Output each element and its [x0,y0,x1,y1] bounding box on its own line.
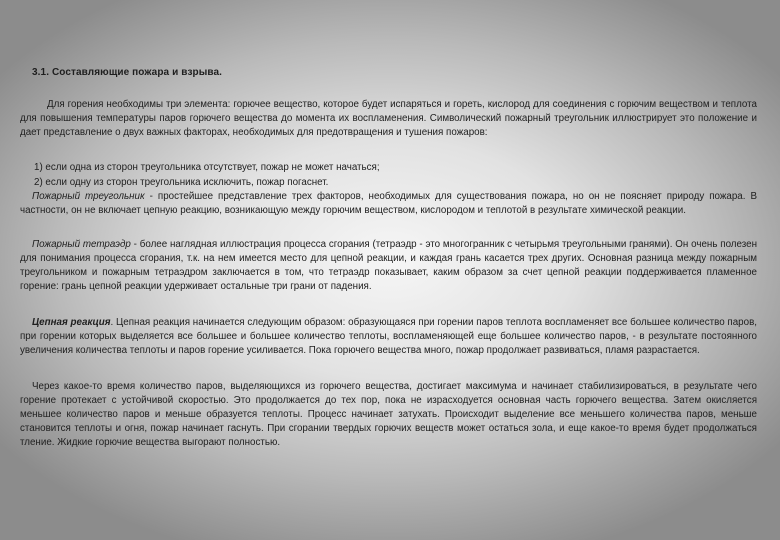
fire-triangle-text: - простейшее представление трех факторов, необходимых для существования пожара, но он не поясняет природу пожара. В частности, он не включает цепную реакцию, возникающую между горючим веществом, кислородом и теплотой в результате химической реакции. [20,191,758,216]
list-item-1: 1) если одна из сторон треугольника отсутствует, пожар не может начаться; [34,162,380,173]
document-page [20,0,757,540]
fire-tetrahedron-text: - более наглядная иллюстрация процесса сгорания (тетраэдр - это многогранник с четырьмя треугольными гранями). Он очень полезен для понимания процесса сгорания, т.к. на нем имеется место для цепной реакции, и каждая грань касается трех других. Основная разница между пожарным треугольником и пожарным тетраэдром заключается в том, что тетраэдр показывает, каким образом за счет цепной реакции поддерживается пламенное горение: грань цепной реакции удерживает остальные три грани от падения. [20,239,757,292]
fire-triangle-paragraph [20,190,757,218]
burnout-paragraph: Через какое-то время количество паров, выделяющихся из горючего вещества, достигает максимума и начинает стабилизироваться, в результате чего горение протекает с устойчивой скоростью. Это продолжается до тех пор, пока не израсходуется основная часть горючего вещества. Затем окисляется меньшее количество паров и меньше образуется теплоты. Процесс начинает затухать. Происходит выделение все меньшего количества паров, меньше становится теплоты и огня, пожар начинает гаснуть. При сгорании твердых горючих веществ может остаться зола, и еще какое-то время будет продолжаться тление. Жидкие горючие вещества выгорают полностью. [20,381,757,448]
chain-reaction-text: . Цепная реакция начинается следующим образом: образующаяся при горении паров теплота воспламеняет все большее количество паров, при горении которых выделяется все большее и большее количество теплоты, воспламеняющей еще большее количество паров, - в результате постоянного увеличения количества теплоты и паров горение усиливается. Пока горючего вещества много, пожар продолжает развиваться, пламя разрастается. [20,317,757,356]
chain-reaction-paragraph [20,316,757,358]
section-heading: 3.1. Составляющие пожара и взрыва. [32,67,223,78]
list-item-2: 2) если одну из сторон треугольника исключить, пожар погаснет. [34,177,329,188]
intro-paragraph: Для горения необходимы три элемента: горючее вещество, которое будет испаряться и гореть, кислород для соединения с горючим веществом и теплота для повышения температуры паров горючего вещества до момента их воспламенения. Символический пожарный треугольник иллюстрирует это положение и дает представление о двух важных факторах, необходимых для предотвращения и тушения пожаров: [20,99,757,138]
fire-triangle-term: Пожарный треугольник [32,191,145,202]
chain-reaction-term: Цепная реакция [32,317,111,328]
fire-tetrahedron-paragraph [20,238,757,294]
fire-tetrahedron-term: Пожарный тетраэдр [32,239,131,250]
